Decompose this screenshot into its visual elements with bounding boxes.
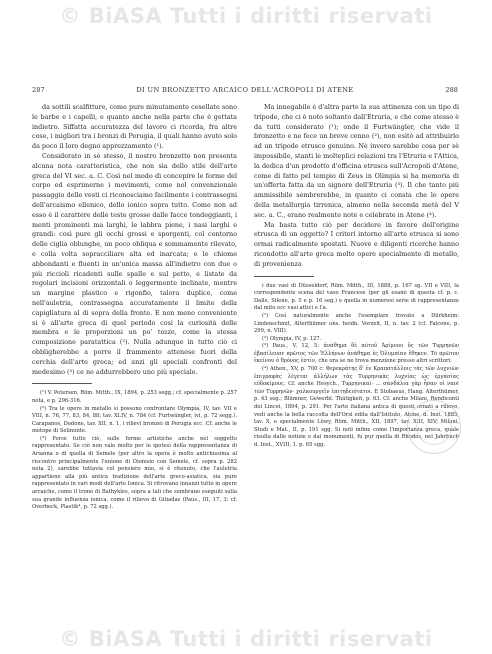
running-header [32,86,458,98]
right-footnote-3: (²) Olympia, IV, p. 127. [262,335,322,342]
right-footnote-4: (³) Paus., V, 12, 5: ἀνάθημα δὲ αὐτοῦ Ἀρίμνου ὃς τῶν Τυρρηνῶν ἐβασίλευσε πρῶτος τῶν Ἑλλήνων ἀνάθημα ἐς Ὀλυμπίαν ἔθηκεν. Τὸ πρῶτον ἐκείνου ὁ θρόνος ἐστίν, che ora se ne trova menzione presso altri scrittori. [254,343,459,365]
left-paragraph-1: da sottili scalfitture, come pure minutamente cesellate sono le barbe e i capelli, e quanto anche nella parte che è gettata indietro. Siffatta accuratezza del lavoro ci ricorda, fra altre cose, i migliori tra i bronzi di Perugia, il quali hanno avuto solo da poco il loro degno apprezzamento (¹). [32,103,237,151]
right-paragraph-1: Ma innegabile è d'altra parte la sua attinenza con un tipo di tripode, che ci è noto soltanto dall'Etruria, e che come stesso è da tutti considerato (¹); onde il Furtwängler, che vide il bronzetto e ne fece un breve cenno (²), non esitò ad attribuirlo ad un tripode etrusco genuino. Nè invero sarebbe cosa per sè impossibile, stanti le molteplici relazioni tra l'Etruria e l'Attica, la dedica d'un prodotto d'officina etrusca sull'Acropoli d'Atene, come di fatto pel tempio di Zeus in Olimpia si ha memoria di un'offerta fatta da un signore dell'Etruria (³). Il che tanto più ammissibile sembrerebbe, in quanto ci consta che le opere della metallurgia tirrenica, almeno nella seconda metà del V sec. a. C., erano realmente note e celebrate in Atene (⁴). [254,103,459,219]
right-footnote-5: (⁴) Athen., XV, p. 700 c: Φερεκράτης δ' ἐν Κραπατάλλοις τὰς τῶν λυχνιῶν ἐπιγραφὰς λέγεται ἀλλήλων τὰς Τυρρηνικὰς λυχνίας ὡς ἐργασίας εὐδοκίμους. Cf. anche Hesych., Τυρρηνικαὶ· ... σανδάλια γὰρ ἦσαν οἱ ναοὶ τῶν Τυρρηνῶν· χαλκουργεῖν ἐπιτηδειότατοι. E Stobaeus, Hang. Alterthümer, p. 43 seg.; Blümner, Gewerbl. Thätigkeit, p. 63. Cf. anche Milani, Rendiconti dei Lincei, 1894, p. 291. Per l'arte italiana antica di questi ornati a rilievo, vedi anche la bella raccolta dell'Orsi edita dall'Istituto, Atene, d. Inst. 1885, tav. X, e specialmente Löwy, Röm. Mitth., XII, 1897, tav. XIII, XIV; Milani, Studi e Mat., II, p. 191 sgg. Si noti infine come l'importanza greca, quale risulta dalle notizie e dai monumenti, fu pur quella di Rhodos, nel Jahrbuch d. Inst., XVIII, 1. p. 65 sgg. [254,366,459,449]
right-footnote-1: i due vasi di Düsseldorf, Röm. Mitth., III, 1888, p. 167 sg. VII e VIII, la correspondente scena del vaso Francese (per gli esami di questa cf. p. c. Dalle, Silene, p. 5 e p. 16 seg.) e quella in numerosi serie di rappresentanze dal mito ecc vasi attici e l'a. [254,282,459,312]
watermark-bottom: © BiASA Tutti i diritti riservati [59,627,433,651]
page-number-right: 288 [445,86,458,94]
page-number-left: 287 [32,86,45,94]
left-footnote-2: (²) Tra le opere in metallo si possono confrontare Olympia, IV, tav. VII e VIII, n. 76, 77, 83, 84, 88; tav. XLIV, n. 784 (cf. Furtwängler, ivi, p. 72 segg.). Carapanos, Dodone, tav. XII, n. 1, i rilievi bronzei di Perugia ecc. Cf. anche le metope di Selinunte. [32,405,237,435]
running-title: DI UN BRONZETTO ARCAICO DELL'ACROPOLI DI ATENE [136,86,354,94]
left-column [32,103,237,512]
left-footnotes [32,390,237,512]
right-footnote-2: (¹) Così naturalmente anche l'esemplare trovato a Dürkheim: Lindenschmit, Alterthümer uns. heidn. Vorzeit, II, n. tav. 2 (cf. Falcone, p. 299, n. VIII). [254,312,459,335]
right-paragraph-2: Ma basta tutto ciò per decidere in favore dell'origine etrusca di un oggetto? I criteri intorno all'arte etrusca si sono ormai radicalmente spostati. Nuove e diligenti ricerche hanno ricondotto all'arte greca molte opere specialmente di metallo, di provenienza [254,220,459,268]
left-footnote-3: (³) Forse tutto ciò, sulle forme artistiche anche nel soggetto rappresentato. Se ciò non vale molto per le ipotesi della rappresentanza di Arianna o di quella di Semele (per altro la opera è molto antichissima al riscontro principalmente l'unione di Dionisio con Semele, cf. sopra p. 282 nota 2), sarebbe tuttavia col pensiero mio, si è ritenuto, che l'auletria appartiene alla più antica tradizione dell'arte greco-asiatica, sia pure rappresentato in vari modi dell'arte Ionica. Si ritrovano innanzi tutto in opere arcaiche, come il trono di Bathykles, sopra a tali che sembrano eseguiti sulla sua grande influenza ionica, come il rilievo di Gitiadas (Paus., III, 17, 3: cf. Overbeck, Plastik⁴, p. 72 sgg.). [32,435,237,511]
footnote-rule-left [32,383,92,384]
footnote-rule-right [254,276,314,277]
left-paragraph-2: Considerato in sè stesso, il nostro bronzetto non presenta alcuna nota caratteristica, che non sia dello stile dell'arte greca del VI sec. a. C. Così nel modo di concepire le forme del corpo ed esprimerne i movimenti, come nel convenzionale passaggio delle vesti ci riconosciamo facilmente i contrassegni dell'arcaismo ellenico, dello ionico sopra tutto. Come non ad esso è il carattere delle teste grosse dalle facce tondeggianti, i menti prominenti ma larghi, le labbra piene, i nasi larghi e grandi: così pure gli occhi grossi e sporgenti, col contorno delle ciglia oblunghe, un poco obliqua e sommamente rilevato, e colla volta sopracciliare alta ed inarcata; e le chiome abbondanti e fluenti in un'unica massa all'indietro con due o più riccioli ricadenti sulle spalle e sul petto, e listate da regolari incisioni orizzontali o leggermente inclinate, mentre un margine plastico e rigonfio, talora duplice, come nell'auletria, contrassegna accuratamente il limite della capigliatura al di sopra della fronte. E non meno conveniente si è all'arte greca di quel periodo così la curiosità delle membra e le proporzioni un po' tozze, come la stessa composizione paratattica (²). Nulla adunque in tutto ciò ci obbligherebbe a porre il frammento attenese fuori della cerchia dell'arte greca; ed anzi gli speciali confronti del medesimo (³) ce ne addurrebbero uno più speciale. [32,151,237,376]
watermark-top: © BiASA Tutti i diritti riservati [59,4,433,28]
left-footnote-1: (¹) V. Petersen, Röm. Mitth., IX, 1894, p. 253 segg.; cf. specialmente p. 257 nota, e p. 296-316. [32,390,238,404]
library-stamp-seal [407,400,461,454]
right-column [254,103,459,450]
